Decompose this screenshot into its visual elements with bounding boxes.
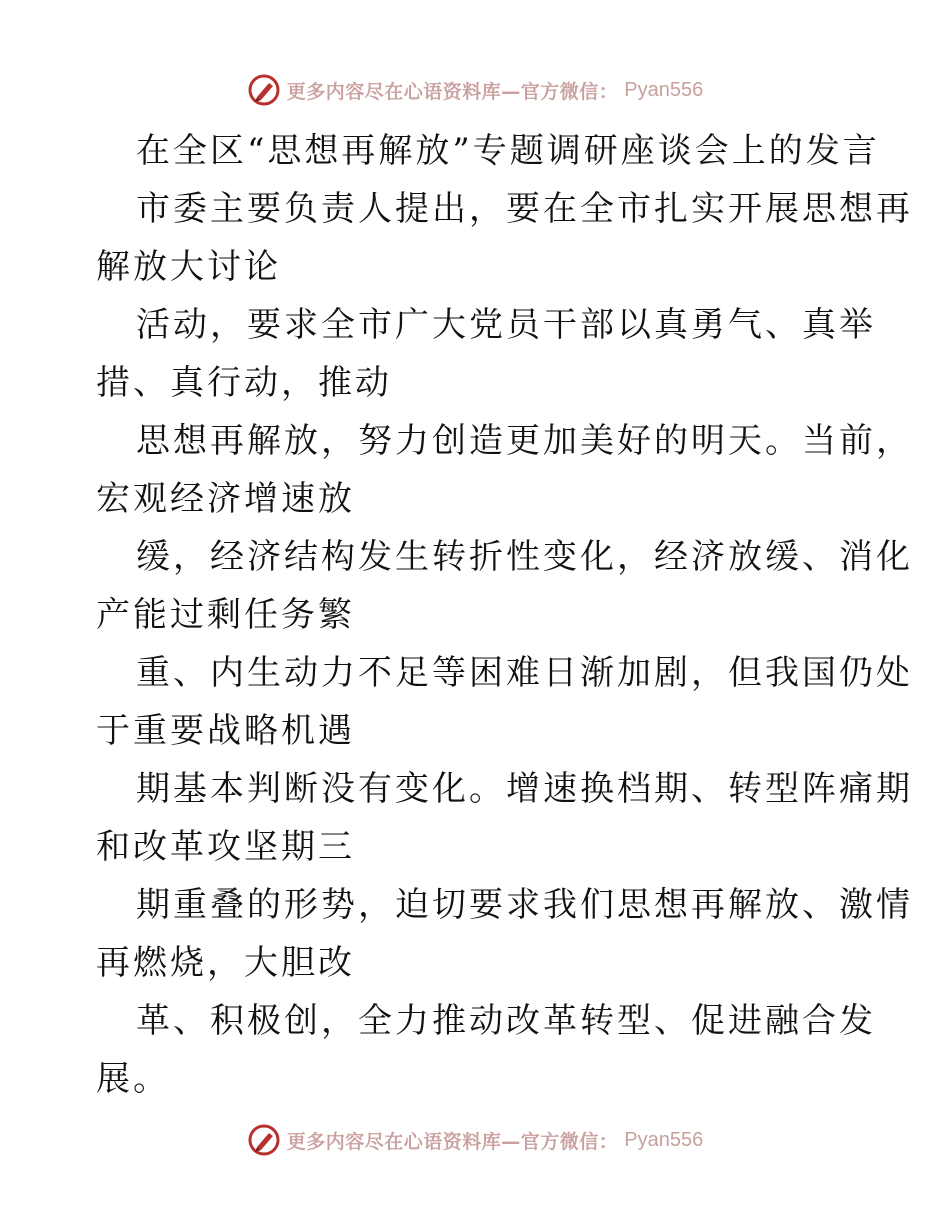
document-body: [96, 122, 913, 1108]
pen-logo-icon: [247, 73, 281, 107]
text-line: 再燃烧，大胆改: [96, 943, 355, 983]
text-line: 期基本判断没有变化。增速换档期、转型阵痛期: [136, 769, 913, 809]
text-line: 宏观经济增速放: [96, 479, 355, 519]
text-line: 活动，要求全市广大党员干部以真勇气、真举: [136, 305, 876, 345]
text-line: 产能过剩任务繁: [96, 595, 355, 635]
header-banner: [0, 70, 950, 110]
text-line: 展。: [96, 1059, 170, 1099]
banner-text: 更多内容尽在心语资料库—官方微信：: [286, 80, 619, 103]
text-line: 缓，经济结构发生转折性变化，经济放缓、消化: [136, 537, 913, 577]
text-line: 市委主要负责人提出，要在全市扎实开展思想再: [136, 189, 913, 229]
text-line: 思想再解放，努力创造更加美好的明天。当前，: [136, 421, 913, 461]
text-line: 和改革攻坚期三: [96, 827, 355, 867]
footer-banner: [0, 1120, 950, 1160]
banner-wechat-id: Pyan556: [624, 78, 704, 101]
banner-text: 更多内容尽在心语资料库—官方微信：: [286, 1130, 619, 1153]
pen-logo-icon: [247, 1123, 281, 1157]
text-line: 解放大讨论: [96, 247, 281, 287]
text-line: 在全区“思想再解放”专题调研座谈会上的发言: [136, 131, 880, 171]
text-line: 期重叠的形势，迫切要求我们思想再解放、激情: [136, 885, 913, 925]
text-line: 措、真行动，推动: [96, 363, 392, 403]
text-line: 重、内生动力不足等困难日渐加剧，但我国仍处: [136, 653, 913, 693]
text-line: 革、积极创，全力推动改革转型、促进融合发: [136, 1001, 876, 1041]
banner-wechat-id: Pyan556: [624, 1128, 704, 1151]
text-line: 于重要战略机遇: [96, 711, 355, 751]
